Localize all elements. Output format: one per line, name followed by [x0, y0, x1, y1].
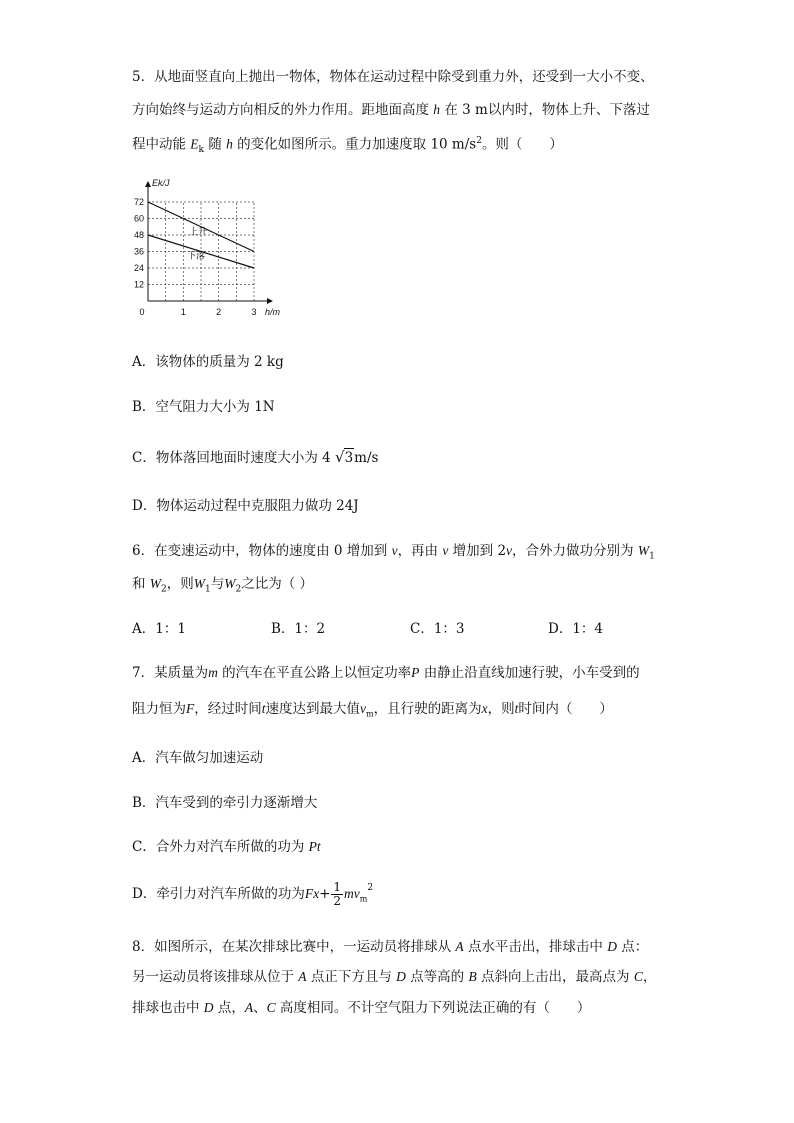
y-axis-label: Ek/J: [152, 178, 170, 188]
q5-stem-line-2: 方向始终与运动方向相反的外力作用。距地面高度 h 在 3 m以内时，物体上升、下落过: [132, 102, 650, 118]
x-tick-label: 3: [251, 307, 257, 317]
q5-option-a[interactable]: A．该物体的质量为 2 kg: [132, 354, 284, 370]
y-tick-label: 72: [133, 197, 144, 207]
x-tick-label: 1: [180, 307, 186, 317]
q6-option-a[interactable]: A．1：1: [132, 621, 186, 637]
q6-stem-line-1: 6．在变速运动中，物体的速度由 0 增加到 v，再由 v 增加到 2v，合外力做功分别为 $W_1$: [132, 543, 655, 562]
q6-option-d[interactable]: D．1：4: [548, 621, 604, 637]
q5-option-c[interactable]: C．物体落回地面时速度大小为 4 √3m/s: [132, 448, 379, 466]
x-axis-label: h/m: [265, 307, 281, 317]
ek-h-chart: [128, 170, 298, 320]
y-axis-arrow: [145, 181, 151, 187]
q8-stem-line-3: 排球也击中 D 点，A、C 高度相同。不计空气阻力下列说法正确的有（ ）: [132, 1000, 591, 1016]
series-label-rising: 上升: [189, 226, 208, 237]
chart-axes: [145, 181, 273, 304]
q7-option-a[interactable]: A．汽车做匀加速运动: [132, 750, 264, 766]
q8-stem-line-2: 另一运动员将该排球从位于 A 点正下方且与 D 点等高的 B 点斜向上击出，最高点为 C，: [132, 969, 657, 985]
origin-label: 0: [139, 307, 145, 317]
y-tick-label: 36: [133, 246, 144, 257]
q7-stem-line-1: 7．某质量为m 的汽车在平直公路上以恒定功率P 由静止沿直线加速行驶，小车受到的: [132, 665, 640, 681]
q7-option-b[interactable]: B．汽车受到的牵引力逐渐增大: [132, 795, 318, 811]
q7-option-c[interactable]: C．合外力对汽车所做的功为 Pt: [132, 839, 321, 855]
series-label-falling: 下落: [187, 250, 206, 261]
y-tick-label: 12: [133, 279, 144, 290]
y-tick-label: 48: [133, 230, 144, 240]
q8-stem-line-1: 8．如图所示，在某次排球比赛中，一运动员将排球从 A 点水平击出，排球击中 D 点：: [132, 939, 649, 955]
q5-option-d[interactable]: D．物体运动过程中克服阻力做功 24J: [132, 498, 359, 514]
q5-option-b[interactable]: B．空气阻力大小为 1N: [132, 399, 275, 415]
chart-labels: [134, 178, 281, 317]
y-tick-label: 60: [133, 213, 144, 224]
y-tick-label: 24: [133, 263, 144, 273]
q6-stem-line-2: 和 $W_2$，则$W_1$与$W_2$之比为（ ）: [132, 576, 314, 595]
q5-stem-line-3: 程中动能 $E_k$ 随 h 的变化如图所示。重力加速度取 10 $m/s^2$。则（ ）: [132, 136, 563, 156]
q7-option-d[interactable]: D．牵引力对汽车所做的功为Fx+ $\frac{1}{2}$ $mv_m^2$: [132, 880, 374, 908]
q5-stem-line-1: 5．从地面竖直向上抛出一物体，物体在运动过程中除受到重力外，还受到一大小不变、: [132, 69, 654, 85]
x-axis-arrow: [267, 298, 273, 304]
x-tick-label: 2: [216, 307, 222, 317]
q6-option-b[interactable]: B．1：2: [271, 621, 326, 637]
q7-stem-line-2: 阻力恒为F，经过时间t速度达到最大值$v_m$，且行驶的距离为x，则t时间内（ ）: [132, 701, 613, 719]
fraction-one-half: $\frac{1}{2}$: [333, 880, 342, 908]
q6-option-c[interactable]: C．1：3: [410, 621, 465, 637]
